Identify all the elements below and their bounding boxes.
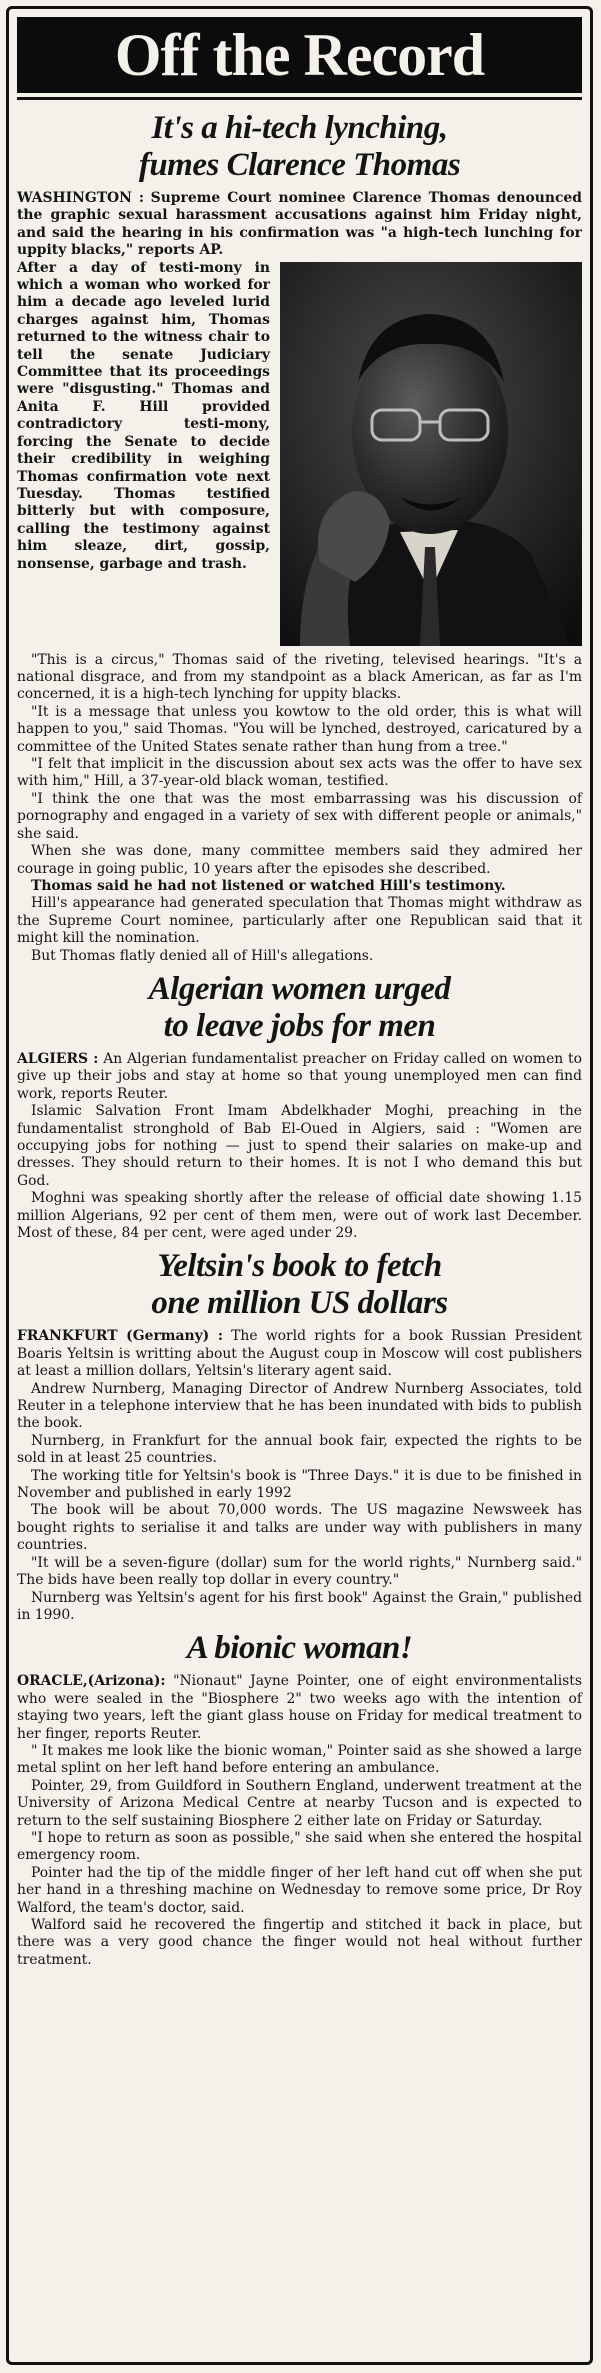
headline-yeltsin — [17, 1248, 582, 1322]
headline-line: Yeltsin's book to fetch — [157, 1248, 442, 1285]
story-algeria — [17, 971, 582, 1242]
paragraph: " It makes me look like the bionic woman," Pointer said as she showed a large metal splint on her left hand before entering an ambulance. — [17, 1742, 582, 1777]
paragraph: Pointer had the tip of the middle finger of her left hand cut off when she put her hand in a threshing machine on Wednesday to remove some price, Dr Roy Walford, the team's doctor, said. — [17, 1864, 582, 1916]
story-yeltsin — [17, 1248, 582, 1624]
paragraph: "I hope to return as soon as possible," she said when she entered the hospital emergency room. — [17, 1829, 582, 1864]
paragraph: Hill's appearance had generated speculation that Thomas might withdraw as the Supreme Court nominee, particularly after one Republican said that it might kill the nomination. — [17, 895, 582, 947]
lead-paragraph — [17, 1051, 582, 1103]
paragraph: Nurnberg, in Frankfurt for the annual book fair, expected the rights to be sold in at least 25 countries. — [17, 1432, 582, 1467]
paragraph: But Thomas flatly denied all of Hill's allegations. — [31, 947, 374, 964]
portrait-illustration — [280, 262, 582, 646]
paragraph: Thomas said he had not listened or watched Hill's testimony. — [31, 877, 506, 894]
paragraph: "This is a circus," Thomas said of the riveting, televised hearings. "It's a national disgrace, and from my standpoint as a black American, as far as I'm concerned, it is a high-tech lynching for uppity blacks. — [17, 651, 582, 703]
paragraph: Islamic Salvation Front Imam Abdelkhader Moghi, preaching in the fundamentalist stronghold of Bab El-Oued in Algiers, said : "Women are occupying jobs for nothing — just to spend their salaries on make-up and dresses. They should return to their homes. It is not I who demand this but God. — [17, 1103, 582, 1189]
photo-section — [17, 260, 582, 652]
paragraph: Nurnberg was Yeltsin's agent for his first book" Against the Grain," published in 1990. — [17, 1589, 582, 1623]
paragraph: The working title for Yeltsin's book is "Three Days." it is due to be finished in November and published in early 1992 — [17, 1467, 582, 1502]
dateline: WASHINGTON : — [17, 190, 145, 206]
masthead-rule — [17, 97, 582, 100]
headline-line: fumes Clarence Thomas — [138, 147, 461, 183]
lead-text: Supreme Court nominee Clarence Thomas denounced the graphic sexual harassment accusations against him Friday night, and said the hearing in his confirmation was "a high-tech lunching for uppity blacks," reports AP. — [17, 190, 582, 259]
paragraph: Walford said he recovered the fingertip and stitched it back in place, but there was a very good chance the finger would not heal without further treatment. — [17, 1917, 582, 1968]
headline-line: one million US dollars — [151, 1285, 448, 1322]
lead-text: An Algerian fundamentalist preacher on Friday called on women to give up their jobs and stay at home so that young unemployed men can find work, reports Reuter. — [17, 1050, 582, 1102]
paragraph: Andrew Nurnberg, Managing Director of Andrew Nurnberg Associates, told Reuter in a telephone interview that he has been inundated with bids to publish the book. — [17, 1380, 582, 1432]
headline-line: A bionic woman! — [186, 1630, 413, 1667]
dateline: FRANKFURT (Germany) : — [17, 1328, 223, 1345]
paragraph: "It will be a seven-figure (dollar) sum for the world rights," Nurnberg said." The bids have been really top dollar in every country." — [17, 1554, 582, 1589]
lead-paragraph — [17, 190, 582, 260]
portrait-photo — [280, 262, 582, 646]
paragraph: Pointer, 29, from Guildford in Southern England, underwent treatment at the University of Arizona Medical Centre at nearby Tucson and is expected to return to the self sustaining Biosphere 2 either late on Friday or Saturday. — [17, 1777, 582, 1829]
paragraph: "I think the one that was the most embarrassing was his discussion of pornography and engaged in a variety of sex with different people or animals," she said. — [17, 790, 582, 842]
lead-paragraph — [17, 1328, 582, 1380]
dateline: ALGIERS : — [17, 1050, 99, 1067]
headline-line: Algerian women urged — [148, 970, 451, 1007]
newspaper-clipping — [6, 6, 593, 2365]
lead-text: The world rights for a book Russian President Boaris Yeltsin is writting about the August coup in Moscow will cost publishers at least a million dollars, Yeltsin's literary agent said. — [17, 1328, 582, 1380]
story-bionic — [17, 1630, 582, 1969]
paragraph: Moghni was speaking shortly after the release of official date showing 1.15 million Algerians, 92 per cent of them men, were out of work last December. Most of these, 84 per cent, were aged under 29. — [17, 1190, 582, 1241]
lead-paragraph — [17, 1673, 582, 1743]
dateline: ORACLE,(Arizona): — [17, 1673, 166, 1690]
headline-line: to leave jobs for men — [163, 1007, 436, 1044]
paragraph: "It is a message that unless you kowtow to the old order, this is what will happen to you," said Thomas. "You will be lynched, destroyed, caricatured by a committee of the United States senate rather than hung from a tree." — [17, 703, 582, 755]
photo-column-text: After a day of testi-mony in which a woman who worked for him a decade ago leveled lurid charges against him, Thomas returned to the witness chair to tell the senate Judiciary Committee that its proceedings were "disgusting." Thomas and Anita F. Hill provided contradictory testi-mony, forcing the Senate to decide their credibility in weighing Thomas confirmation vote next Tuesday. Thomas testified bitterly but with composure, calling the testimony against him sleaze, dirt, gossip, nonsense, garbage and trash. — [17, 259, 270, 572]
paragraph: The book will be about 70,000 words. The US magazine Newsweek has bought rights to serialise it and talks are under way with publishers in many countries. — [17, 1502, 582, 1554]
headline-bionic — [17, 1630, 582, 1667]
paragraph: When she was done, many committee members said they admired her courage in going public, 10 years after the episodes she described. — [17, 843, 582, 877]
headline-line: It's a hi-tech lynching, — [151, 110, 448, 146]
paragraph: "I felt that implicit in the discussion about sex acts was the offer to have sex with him," Hill, a 37-year-old black woman, testified. — [17, 756, 582, 790]
headline-algeria — [17, 971, 582, 1045]
headline-thomas — [17, 110, 582, 184]
masthead: Off the Record — [17, 17, 582, 93]
lead-text: "Nionaut" Jayne Pointer, one of eight environmentalists who were sealed in the "Biosphere 2" two weeks ago with the intention of staying two years, left the giant glass house on Friday for medical treatment to her finger, reports Reuter. — [17, 1673, 582, 1742]
story-thomas — [17, 110, 582, 965]
